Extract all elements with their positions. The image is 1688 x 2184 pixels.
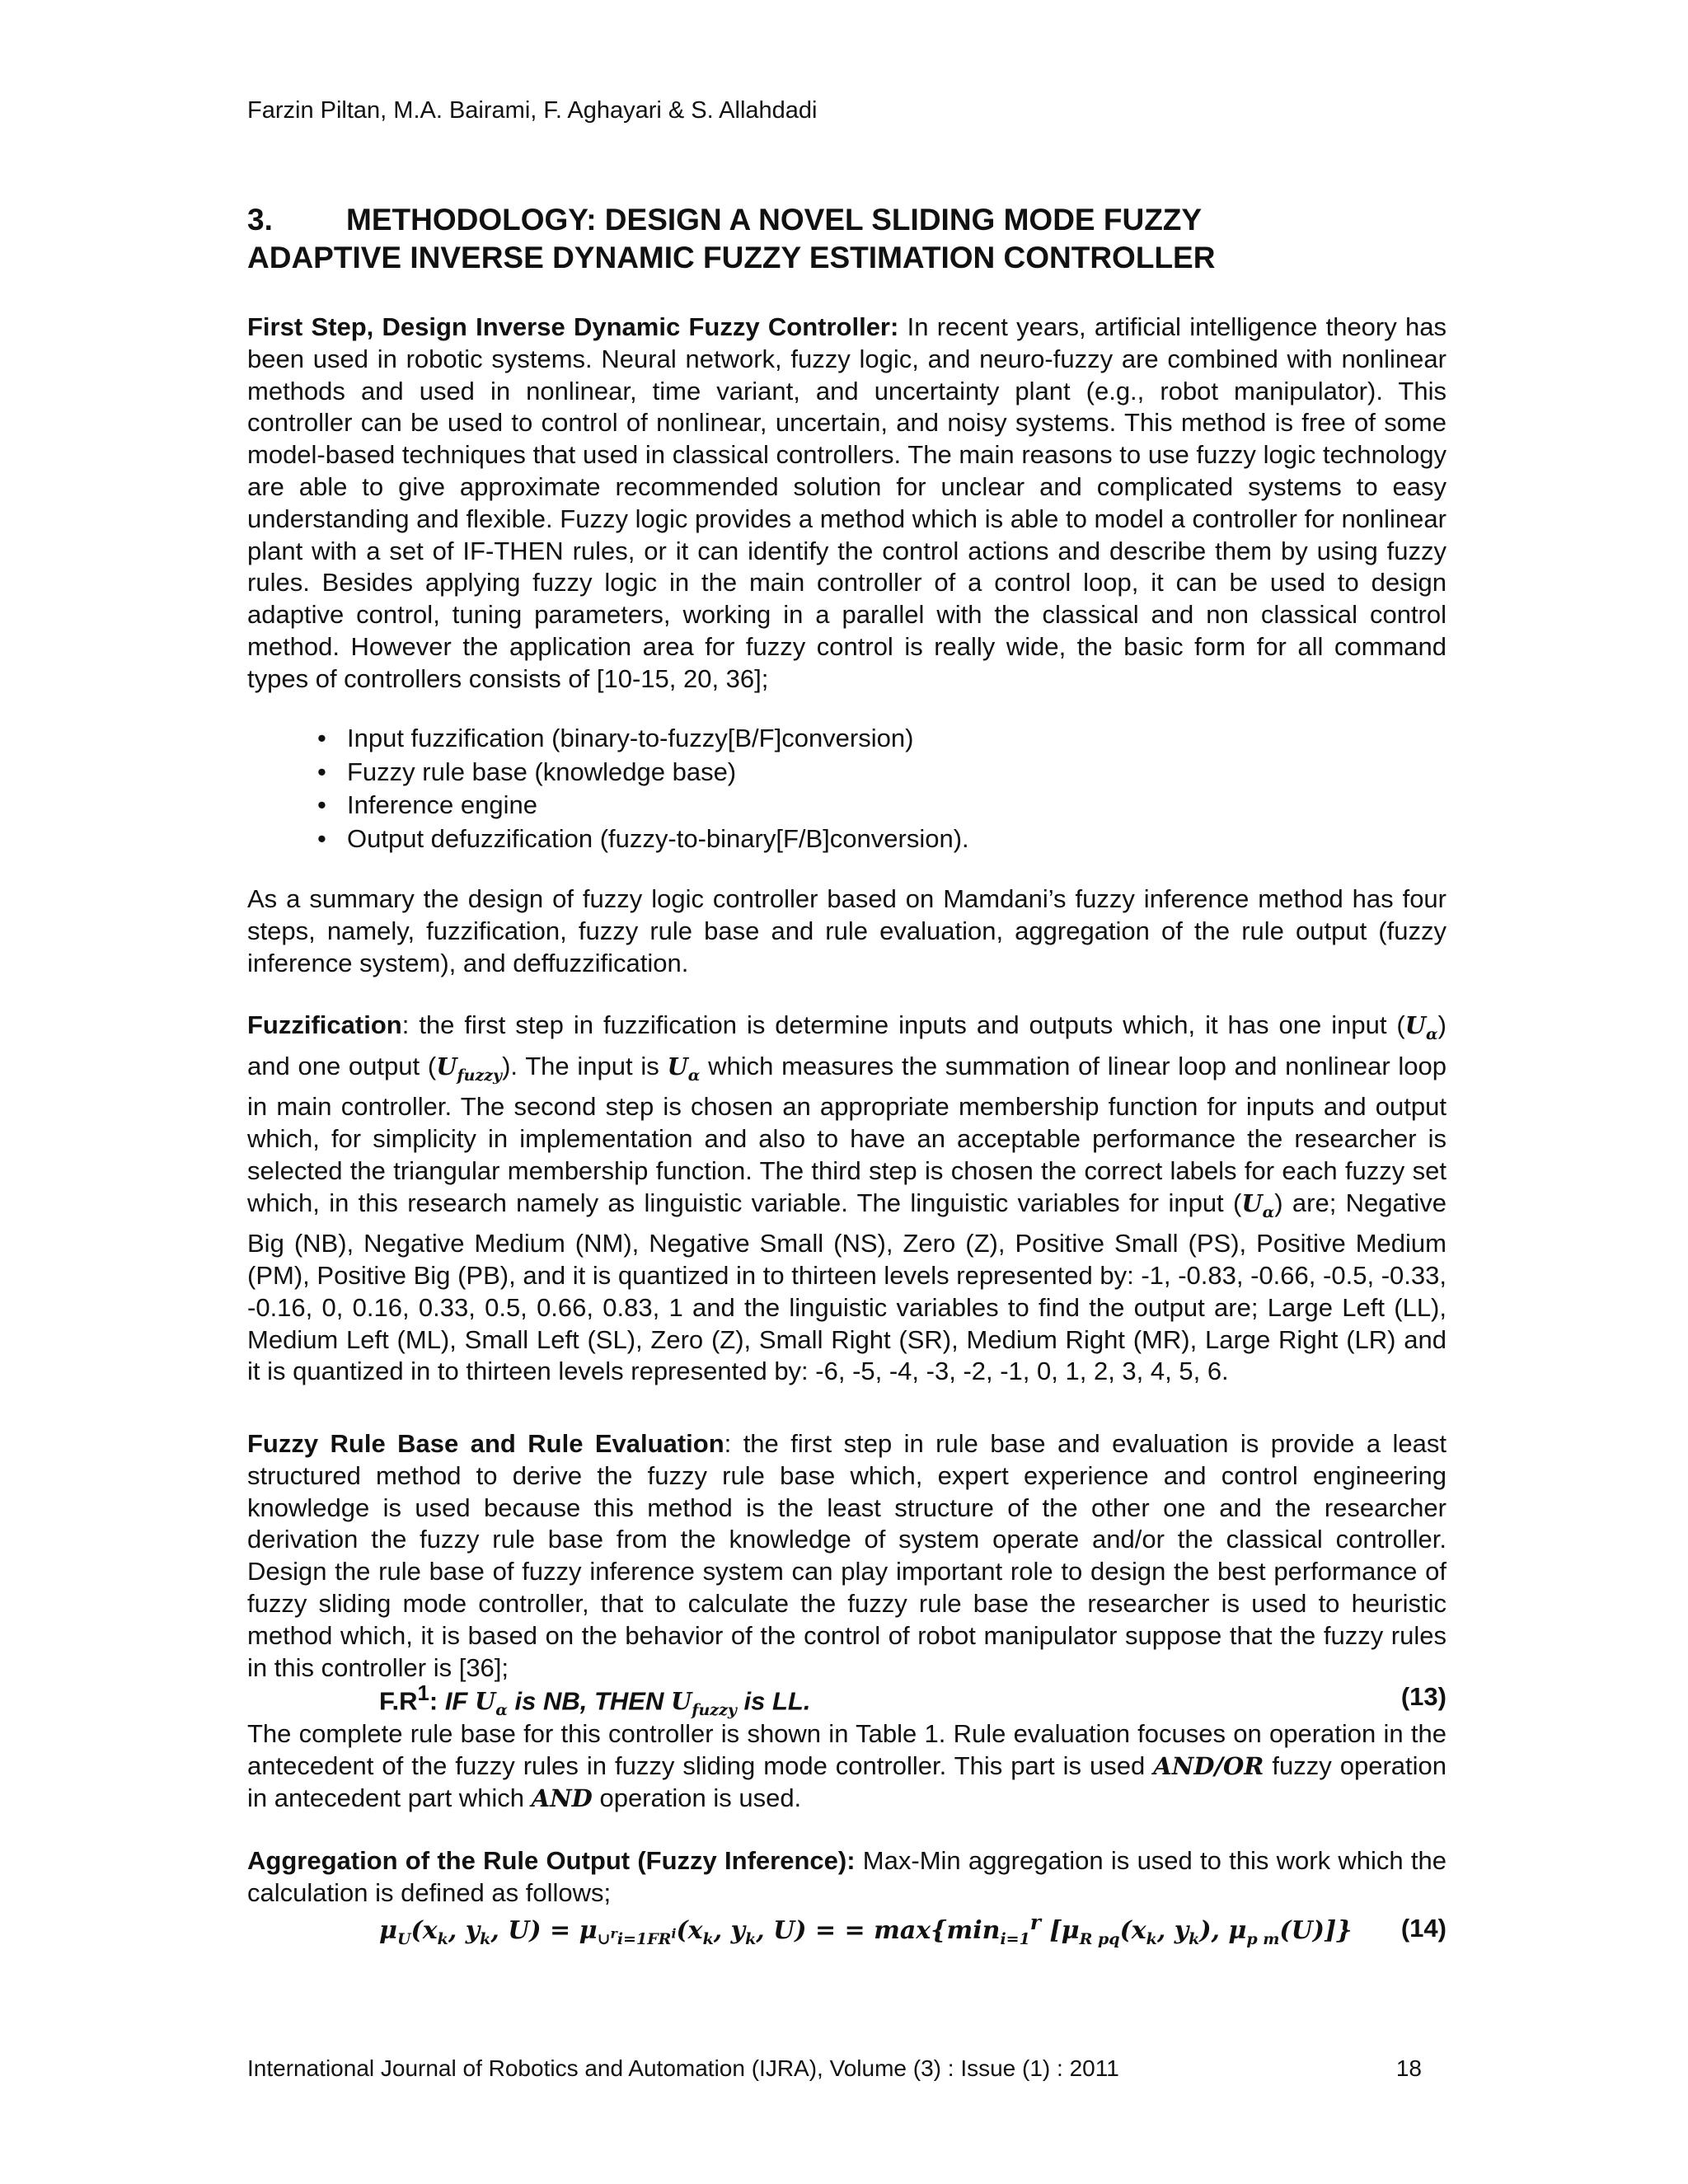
section-title-line1: METHODOLOGY: DESIGN A NOVEL SLIDING MODE FUZZY bbox=[346, 203, 1203, 237]
and-symbol: AND bbox=[531, 1783, 593, 1812]
fuzzification-lead: Fuzzification bbox=[247, 1010, 402, 1039]
formula-expression: $\mu_U(x_k$, $y_k$, $U) = \mu_{\cup^ri=1FR^i}(x_k$, $y_k$, U) = = $\max\{\min_{i=1}^r$ [$\mu_{R pq}(x_k$, $y_k$), $\mu_{p m}(U)$]} bbox=[379, 1910, 1353, 1948]
journal-citation: International Journal of Robotics and Automation (IJRA), Volume (3) : Issue (1) : 2011 bbox=[247, 2055, 1119, 2081]
list-item: • Input fuzzification (binary-to-fuzzy[B/F]conversion) bbox=[317, 722, 969, 756]
fuzzification-text: : the first step in fuzzification is determine inputs and outputs which, it has one input ( bbox=[401, 1010, 1405, 1039]
aggregation-text: Max-Min aggregation is used to this work which the calculation is defined as follows; bbox=[247, 1846, 1447, 1907]
u-fuzzy-symbol: $U_{fuzzy}$ bbox=[671, 1687, 737, 1720]
list-item: • Inference engine bbox=[317, 789, 969, 823]
aggregation-lead: Aggregation of the Rule Output (Fuzzy Inference): bbox=[247, 1846, 856, 1875]
summary-paragraph: As a summary the design of fuzzy logic controller based on Mamdani’s fuzzy inference method has four steps, namely, fuzzification, fuzzy rule base and rule evaluation, aggregation of the rule output (fuzzy inference system), and deffuzzification. bbox=[247, 884, 1447, 977]
section-number: 3. bbox=[247, 203, 273, 237]
list-item: • Output defuzzification (fuzzy-to-binary[F/B]conversion). bbox=[317, 823, 969, 856]
list-item: • Fuzzy rule base (knowledge base) bbox=[317, 756, 969, 790]
fuzzification-paragraph bbox=[247, 1010, 1447, 1388]
fuzzification-text: which measures the summation of linear loop and nonlinear loop in main controller. The second step is chosen an appropriate membership function for inputs and output which, for simplicity in implementation and also to have an acceptable performance the researcher is selected the triangular membership function. The third step is chosen the correct labels for each fuzzy set which, in this research namely as linguistic variable. The linguistic variables for input ( bbox=[247, 1051, 1447, 1217]
first-step-text: In recent years, artificial intelligence theory has been used in robotic systems. Neural network, fuzzy logic, and neuro-fuzzy are combined with nonlinear methods and used in nonlinear, time variant, and uncertainty plant (e.g., robot manipulator). This controller can be used to control of nonlinear, uncertain, and noisy systems. This method is free of some model-based techniques that used in classical controllers. The main reasons to use fuzzy logic technology are able to give approximate recommended solution for unclear and complicated systems to easy understanding and flexible. Fuzzy logic provides a method which is able to model a controller for nonlinear plant with a set of IF-THEN rules, or it can identify the control actions and describe them by using fuzzy rules. Besides applying fuzzy logic in the main controller of a control loop, it can be used to design adaptive control, tuning parameters, working in a parallel with the classical and non classical control method. However the application area for fuzzy control is really wide, the basic form for all command types of controllers consists of [10-15, 20, 36]; bbox=[247, 312, 1447, 693]
controller-components-list bbox=[317, 722, 969, 855]
page-footer bbox=[247, 2055, 1422, 2082]
complete-rule-paragraph: The complete rule base for this controller is shown in Table 1. Rule evaluation focuses on operation in the antecedent of the fuzzy rules in fuzzy sliding mode controller. This part is used AND/OR fuzzy operation in antecedent part which AND operation is used. bbox=[247, 1719, 1447, 1812]
first-step-lead: First Step, Design Inverse Dynamic Fuzzy Controller: bbox=[247, 312, 899, 341]
fuzzification-text: ) and one output ( bbox=[247, 1010, 1447, 1080]
aggregation-formula bbox=[379, 1910, 1447, 1960]
rule-base-paragraph bbox=[247, 1428, 1447, 1684]
rule-base-text: : the first step in rule base and evaluation is provide a least structured method to derive the fuzzy rule base which, expert experience and control engineering knowledge is used because this method is the least structure of the other one and the researcher derivation the fuzzy rule base from the knowledge of system operate and/or the classical controller. Design the rule base of fuzzy inference system can play important role to design the best performance of fuzzy sliding mode controller, that to calculate the fuzzy rule base the researcher is used to heuristic method which, it is based on the behavior of the control of robot manipulator suppose that the fuzzy rules in this controller is [36]; bbox=[247, 1429, 1447, 1682]
u-alpha-symbol: $U_\alpha$ bbox=[1241, 1188, 1275, 1221]
equation-number: (13) bbox=[1400, 1682, 1447, 1711]
fuzzification-text: ). The input is bbox=[502, 1051, 668, 1080]
u-fuzzy-symbol: $U_{fuzzy}$ bbox=[436, 1052, 503, 1085]
fuzzy-rule-equation: $F.R^1$: IF $U_\alpha$ is NB, THEN $U_{fuzzy}$ is LL. (13) bbox=[379, 1682, 1447, 1720]
rule-base-lead: Fuzzy Rule Base and Rule Evaluation bbox=[247, 1429, 724, 1458]
section-heading bbox=[247, 201, 1215, 277]
first-step-paragraph bbox=[247, 312, 1447, 696]
u-alpha-symbol: $U_\alpha$ bbox=[667, 1052, 701, 1085]
fuzzification-text: ) are; Negative Big (NB), Negative Medium (NM), Negative Small (NS), Zero (Z), Positive Small (PS), Positive Medium (PM), Positive Big (PB), and it is quantized in to thirteen levels represented by: -1, -0.83, -0.66, -0.5, -0.33, -0.16, 0, 0.16, 0.33, 0.5, 0.66, 0.83, 1 and the linguistic variables to find the output are; Large Left (LL), Medium Left (ML), Small Left (SL), Zero (Z), Small Right (SR), Medium Right (MR), Large Right (LR) and it is quantized in to thirteen levels represented by: -6, -5, -4, -3, -2, -1, 0, 1, 2, 3, 4, 5, 6. bbox=[247, 1188, 1447, 1386]
u-alpha-symbol: $U_\alpha$ bbox=[1404, 1011, 1438, 1043]
u-alpha-symbol: $U_\alpha$ bbox=[474, 1687, 508, 1720]
and-or-symbol: AND/OR bbox=[1153, 1751, 1264, 1780]
equation-number: (14) bbox=[1400, 1914, 1447, 1943]
aggregation-paragraph bbox=[247, 1845, 1447, 1910]
section-title-line2: ADAPTIVE INVERSE DYNAMIC FUZZY ESTIMATION CONTROLLER bbox=[247, 241, 1216, 274]
running-header: Farzin Piltan, M.A. Bairami, F. Aghayari & S. Allahdadi bbox=[247, 97, 818, 124]
page-number: 18 bbox=[1395, 2055, 1422, 2081]
